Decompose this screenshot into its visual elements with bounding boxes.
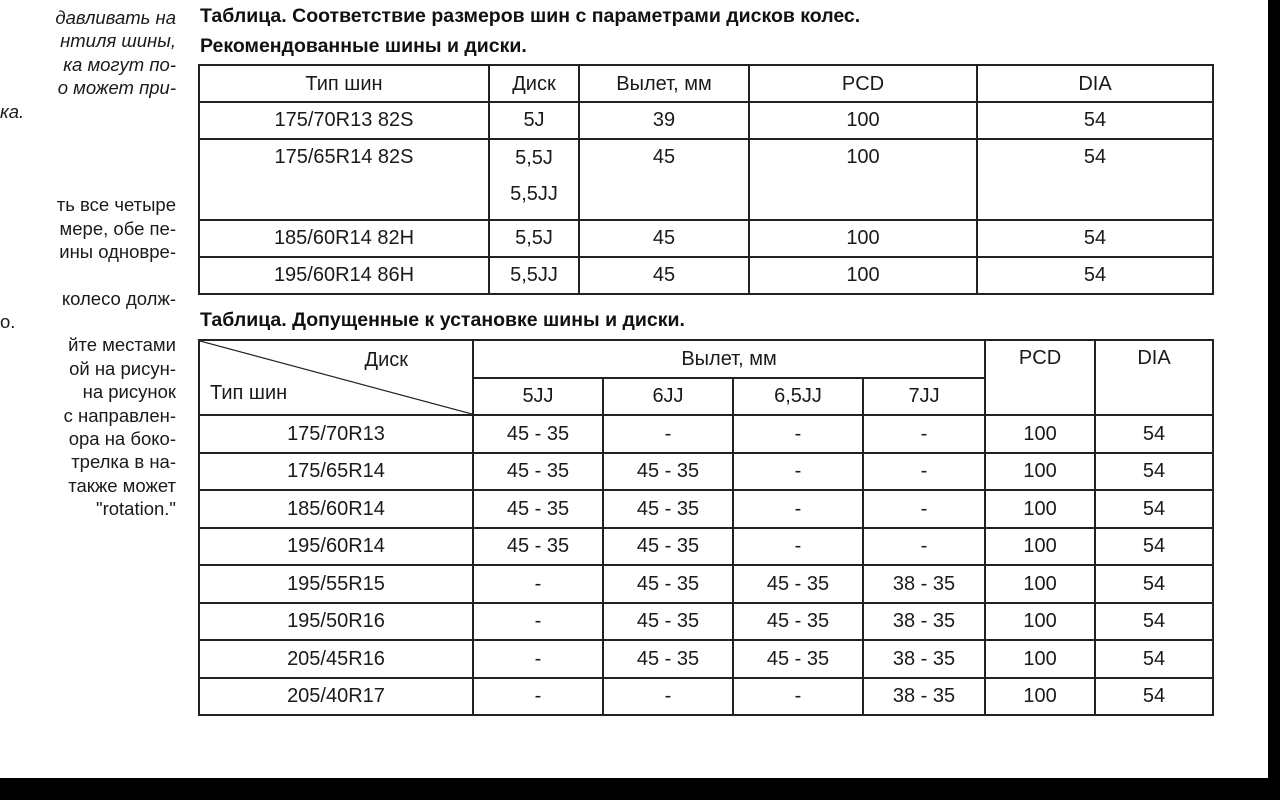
dia-cell: 54 xyxy=(977,220,1213,257)
disk-cell xyxy=(489,102,579,139)
table-row xyxy=(199,490,1213,528)
dia-cell: 54 xyxy=(1095,565,1213,603)
disk-cell xyxy=(489,257,579,294)
offset-range-cell: - xyxy=(473,603,603,641)
blank-line xyxy=(0,170,176,193)
corner-tire-label: Тип шин xyxy=(210,382,288,404)
blank-line xyxy=(0,146,176,169)
disk-value: 5,5J xyxy=(515,227,553,249)
dia-cell: 54 xyxy=(1095,678,1213,716)
left-column-line: трелка в на- xyxy=(71,451,176,473)
offset-range-cell: - xyxy=(603,415,733,453)
offset-range-cell: - xyxy=(733,453,863,491)
offset-range-cell: 38 - 35 xyxy=(863,678,985,716)
left-column-line: нтиля шины, xyxy=(60,30,176,52)
left-column-line: ть все четыре xyxy=(56,194,176,216)
disk-cell xyxy=(489,139,579,220)
table-row xyxy=(199,640,1213,678)
offset-range-cell: - xyxy=(733,678,863,716)
left-column-line: ора на боко- xyxy=(68,428,176,450)
left-column-line: колесо долж- xyxy=(61,287,176,309)
left-column-line: также может xyxy=(68,474,176,496)
offset-range-cell: 45 - 35 xyxy=(603,640,733,678)
dia-cell: 54 xyxy=(1095,415,1213,453)
table1-title: Таблица. Соответствие размеров шин с параметрами дисков колес. xyxy=(200,5,861,27)
offset-range-cell: 38 - 35 xyxy=(863,565,985,603)
pcd-cell: 100 xyxy=(985,565,1095,603)
dia-cell: 54 xyxy=(1095,453,1213,491)
tire-size-cell: 185/60R14 xyxy=(199,490,473,528)
dia-cell: 54 xyxy=(1095,528,1213,566)
offset-range-cell: 45 - 35 xyxy=(473,528,603,566)
table-row xyxy=(199,102,1213,139)
offset-range-cell: 45 - 35 xyxy=(473,490,603,528)
table-row xyxy=(199,415,1213,453)
offset-range-cell: - xyxy=(473,565,603,603)
offset-range-cell: 45 - 35 xyxy=(603,528,733,566)
table1-header-row xyxy=(199,65,1213,102)
left-column-line: ины одновре- xyxy=(59,240,176,262)
offset-range-cell: 45 - 35 xyxy=(603,490,733,528)
offset-cell: 45 xyxy=(579,139,749,220)
table-row xyxy=(199,220,1213,257)
pcd-cell: 100 xyxy=(749,139,977,220)
offset-range-cell: 45 - 35 xyxy=(603,453,733,491)
offset-range-cell: - xyxy=(863,528,985,566)
left-column-line: давливать на xyxy=(55,7,176,28)
left-column-text xyxy=(0,6,176,521)
tire-size-cell: 205/40R17 xyxy=(199,678,473,716)
table2-corner-cell xyxy=(199,340,473,415)
left-column-line: на рисунок xyxy=(82,381,176,403)
table-row xyxy=(199,528,1213,566)
pcd-cell: 100 xyxy=(985,490,1095,528)
offset-range-cell: - xyxy=(473,678,603,716)
dia-cell: 54 xyxy=(977,257,1213,294)
dia-cell: 54 xyxy=(1095,490,1213,528)
table1-header-tire: Тип шин xyxy=(199,65,489,102)
table2-header-row1 xyxy=(199,340,1213,378)
pcd-cell: 100 xyxy=(749,257,977,294)
tire-size-cell: 195/60R14 86H xyxy=(199,257,489,294)
offset-range-cell: - xyxy=(863,415,985,453)
table1-header-dia: DIA xyxy=(977,65,1213,102)
table2-disk-header: 7JJ xyxy=(863,378,985,416)
table-row xyxy=(199,139,1213,220)
blank-line xyxy=(0,263,176,286)
offset-range-cell: 45 - 35 xyxy=(473,453,603,491)
disk-value: 5,5JJ xyxy=(510,264,558,286)
table1-header-disk: Диск xyxy=(489,65,579,102)
table1-header-offset: Вылет, мм xyxy=(579,65,749,102)
left-column-line: йте местами xyxy=(68,334,176,356)
offset-range-cell: - xyxy=(733,528,863,566)
offset-cell: 45 xyxy=(579,257,749,294)
table-row xyxy=(199,603,1213,641)
dia-cell: 54 xyxy=(977,102,1213,139)
table2-disk-header: 6JJ xyxy=(603,378,733,416)
table-row xyxy=(199,678,1213,716)
offset-range-cell: 45 - 35 xyxy=(733,603,863,641)
table2-disk-header: 5JJ xyxy=(473,378,603,416)
table2-title: Таблица. Допущенные к установке шины и диски. xyxy=(200,309,685,331)
dia-cell: 54 xyxy=(1095,640,1213,678)
tire-size-cell: 195/50R16 xyxy=(199,603,473,641)
left-column-line: с направлен- xyxy=(63,404,176,426)
table1-subtitle: Рекомендованные шины и диски. xyxy=(200,35,527,57)
left-column-line: ка могут по- xyxy=(63,53,176,75)
pcd-cell: 100 xyxy=(749,220,977,257)
left-column-line: "rotation." xyxy=(96,498,176,520)
tire-size-cell: 175/70R13 82S xyxy=(199,102,489,139)
pcd-cell: 100 xyxy=(985,453,1095,491)
offset-cell: 39 xyxy=(579,102,749,139)
offset-range-cell: - xyxy=(863,490,985,528)
tire-size-cell: 175/65R14 82S xyxy=(199,139,489,220)
offset-cell: 45 xyxy=(579,220,749,257)
tire-size-cell: 205/45R16 xyxy=(199,640,473,678)
table-row xyxy=(199,565,1213,603)
table2-pcd-header: PCD xyxy=(985,340,1095,415)
left-column-line: ой на рисун- xyxy=(69,357,176,379)
tire-size-cell: 195/60R14 xyxy=(199,528,473,566)
disk-value: 5J xyxy=(523,109,545,131)
tire-size-cell: 175/70R13 xyxy=(199,415,473,453)
left-column-line: о. xyxy=(0,311,16,333)
offset-range-cell: - xyxy=(603,678,733,716)
corner-disk-label: Диск xyxy=(364,349,408,371)
offset-range-cell: - xyxy=(733,490,863,528)
left-column-line: о может при- xyxy=(57,77,176,99)
pcd-cell: 100 xyxy=(985,415,1095,453)
offset-range-cell: - xyxy=(863,453,985,491)
allowed-tires-table xyxy=(198,339,1214,716)
offset-range-cell: 45 - 35 xyxy=(733,640,863,678)
tire-size-cell: 175/65R14 xyxy=(199,453,473,491)
disk-value: 5,5JJ xyxy=(510,183,558,205)
blank-line xyxy=(0,123,176,146)
offset-range-cell: 45 - 35 xyxy=(603,565,733,603)
tire-size-cell: 195/55R15 xyxy=(199,565,473,603)
offset-range-cell: 45 - 35 xyxy=(733,565,863,603)
recommended-tires-table xyxy=(198,64,1214,295)
offset-range-cell: - xyxy=(733,415,863,453)
table2-dia-header: DIA xyxy=(1095,340,1213,415)
disk-cell xyxy=(489,220,579,257)
offset-range-cell: 38 - 35 xyxy=(863,603,985,641)
pcd-cell: 100 xyxy=(749,102,977,139)
table-row xyxy=(199,453,1213,491)
offset-range-cell: - xyxy=(473,640,603,678)
table2-offset-header: Вылет, мм xyxy=(473,340,985,378)
pcd-cell: 100 xyxy=(985,528,1095,566)
pcd-cell: 100 xyxy=(985,678,1095,716)
dia-cell: 54 xyxy=(977,139,1213,220)
left-column-line: ка. xyxy=(0,100,25,122)
offset-range-cell: 38 - 35 xyxy=(863,640,985,678)
pcd-cell: 100 xyxy=(985,640,1095,678)
offset-range-cell: 45 - 35 xyxy=(473,415,603,453)
table1-header-pcd: PCD xyxy=(749,65,977,102)
left-column-line: мере, обе пе- xyxy=(59,217,176,239)
dia-cell: 54 xyxy=(1095,603,1213,641)
pcd-cell: 100 xyxy=(985,603,1095,641)
table2-disk-header: 6,5JJ xyxy=(733,378,863,416)
table-row xyxy=(199,257,1213,294)
offset-range-cell: 45 - 35 xyxy=(603,603,733,641)
disk-value: 5,5J xyxy=(515,147,553,169)
tire-size-cell: 185/60R14 82H xyxy=(199,220,489,257)
